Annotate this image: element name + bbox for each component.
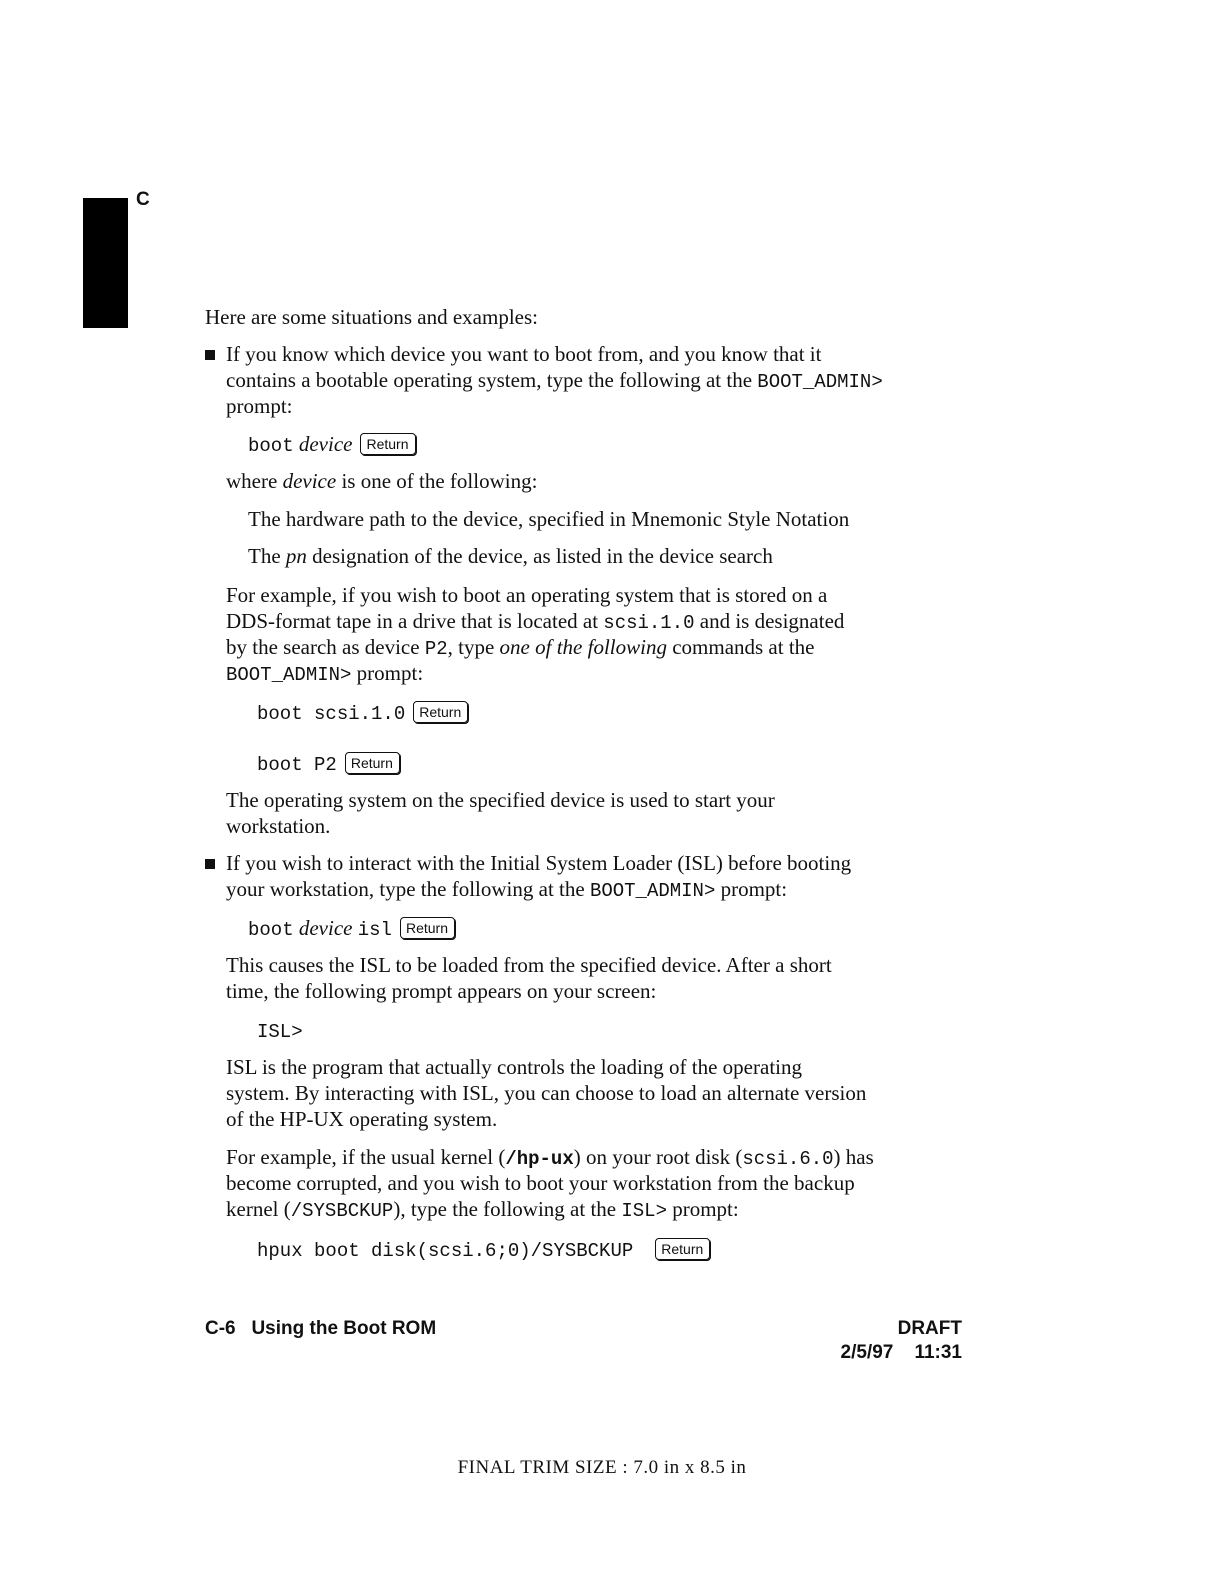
example-line3: by the search as device P2, type one of the following commands at the (226, 635, 815, 660)
kernel-example-line2: become corrupted, and you wish to boot your workstation from the backup (226, 1171, 855, 1195)
chapter-tab-letter: C (136, 189, 150, 210)
item1-line1: If you know which device you want to boot from, and you know that it (226, 342, 822, 366)
return-key: Return (655, 1238, 710, 1260)
device-option-pn: The pn designation of the device, as listed in the device search (248, 544, 773, 568)
item1-line3: prompt: (226, 394, 293, 418)
isl-description-line3: of the HP-UX operating system. (226, 1107, 498, 1131)
result-line2: workstation. (226, 814, 331, 838)
return-key: Return (345, 752, 400, 774)
return-key: Return (360, 433, 415, 455)
cause-line1: This causes the ISL to be loaded from the specified device. After a short (226, 953, 832, 977)
cause-line2: time, the following prompt appears on your screen: (226, 979, 657, 1003)
return-key: Return (413, 701, 468, 723)
item2-line2: your workstation, type the following at the BOOT_ADMIN> prompt: (226, 877, 788, 902)
isl-description-line1: ISL is the program that actually controls the loading of the operating (226, 1055, 802, 1079)
example-line2: DDS-format tape in a drive that is located at scsi.1.0 and is designated (226, 609, 845, 634)
item2-line1: If you wish to interact with the Initial System Loader (ISL) before booting (226, 851, 852, 875)
kernel-example-line1: For example, if the usual kernel (/hp-ux) on your root disk (scsi.6.0) has (226, 1145, 874, 1170)
page-label: C-6 Using the Boot ROM (205, 1318, 437, 1339)
trim-size-note: FINAL TRIM SIZE : 7.0 in x 8.5 in (457, 1457, 747, 1478)
boot-device-isl-command: boot device isl Return (248, 915, 455, 943)
example-line1: For example, if you wish to boot an operating system that is stored on a (226, 583, 828, 607)
isl-description-line2: system. By interacting with ISL, you can choose to load an alternate version (226, 1081, 867, 1105)
example-line4: BOOT_ADMIN> prompt: (226, 661, 424, 686)
return-key: Return (400, 917, 455, 939)
bullet-icon (205, 350, 215, 360)
boot-device-command: boot device Return (248, 431, 416, 459)
intro-text: Here are some situations and examples: (205, 305, 538, 329)
boot-p2-command: boot P2 Return (257, 750, 400, 778)
item1-line2: contains a bootable operating system, type the following at the BOOT_ADMIN> (226, 368, 883, 393)
where-device-text: where device is one of the following: (226, 469, 538, 493)
boot-scsi-command: boot scsi.1.0 Return (257, 699, 468, 727)
draft-date-time: 2/5/97 11:31 (840, 1342, 962, 1363)
kernel-example-line3: kernel (/SYSBCKUP), type the following at the ISL> prompt: (226, 1197, 739, 1222)
device-option-hardware-path: The hardware path to the device, specified in Mnemonic Style Notation (248, 507, 850, 531)
bullet-icon (205, 859, 215, 869)
hpux-boot-command: hpux boot disk(scsi.6;0)/SYSBCKUP Return (257, 1236, 710, 1264)
isl-prompt: ISL> (257, 1021, 303, 1043)
chapter-tab-marker (83, 198, 128, 328)
draft-label: DRAFT (897, 1318, 962, 1339)
result-line1: The operating system on the specified device is used to start your (226, 788, 775, 812)
